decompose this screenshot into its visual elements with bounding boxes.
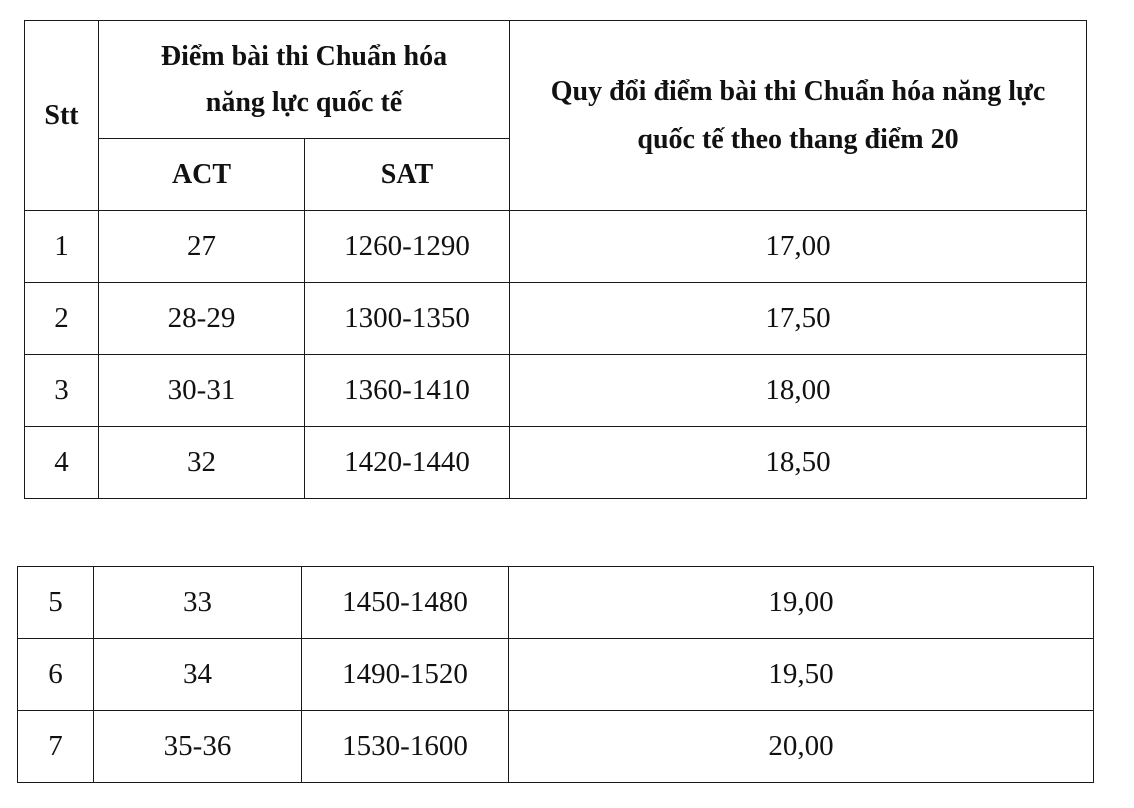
- header-standardized-scores: Điểm bài thi Chuẩn hóa năng lực quốc tế: [99, 21, 510, 139]
- cell-sat: 1360-1410: [305, 355, 510, 427]
- cell-act: 30-31: [99, 355, 305, 427]
- cell-stt: 6: [18, 639, 94, 711]
- cell-score: 17,00: [510, 211, 1087, 283]
- cell-stt: 1: [25, 211, 99, 283]
- cell-sat: 1530-1600: [302, 711, 509, 783]
- cell-act: 33: [94, 567, 302, 639]
- cell-act: 34: [94, 639, 302, 711]
- cell-score: 19,50: [509, 639, 1094, 711]
- score-conversion-table-continued: [17, 566, 1094, 783]
- table-row: [18, 567, 1094, 639]
- cell-stt: 3: [25, 355, 99, 427]
- cell-score: 20,00: [509, 711, 1094, 783]
- table-row: [18, 711, 1094, 783]
- cell-score: 18,00: [510, 355, 1087, 427]
- table-row: [25, 283, 1087, 355]
- header-sat: SAT: [305, 139, 510, 211]
- cell-sat: 1420-1440: [305, 427, 510, 499]
- header-conversion: Quy đổi điểm bài thi Chuẩn hóa năng lực quốc tế theo thang điểm 20: [510, 21, 1087, 211]
- cell-score: 19,00: [509, 567, 1094, 639]
- cell-sat: 1260-1290: [305, 211, 510, 283]
- table-row: [25, 211, 1087, 283]
- header-stt: Stt: [25, 21, 99, 211]
- cell-sat: 1450-1480: [302, 567, 509, 639]
- cell-act: 35-36: [94, 711, 302, 783]
- cell-act: 32: [99, 427, 305, 499]
- header-act: ACT: [99, 139, 305, 211]
- table-row: [18, 639, 1094, 711]
- cell-stt: 4: [25, 427, 99, 499]
- table-row: [25, 355, 1087, 427]
- table-row: [25, 427, 1087, 499]
- cell-act: 27: [99, 211, 305, 283]
- cell-stt: 5: [18, 567, 94, 639]
- cell-stt: 2: [25, 283, 99, 355]
- score-conversion-table: [24, 20, 1087, 499]
- cell-stt: 7: [18, 711, 94, 783]
- cell-sat: 1300-1350: [305, 283, 510, 355]
- cell-score: 18,50: [510, 427, 1087, 499]
- cell-score: 17,50: [510, 283, 1087, 355]
- cell-act: 28-29: [99, 283, 305, 355]
- cell-sat: 1490-1520: [302, 639, 509, 711]
